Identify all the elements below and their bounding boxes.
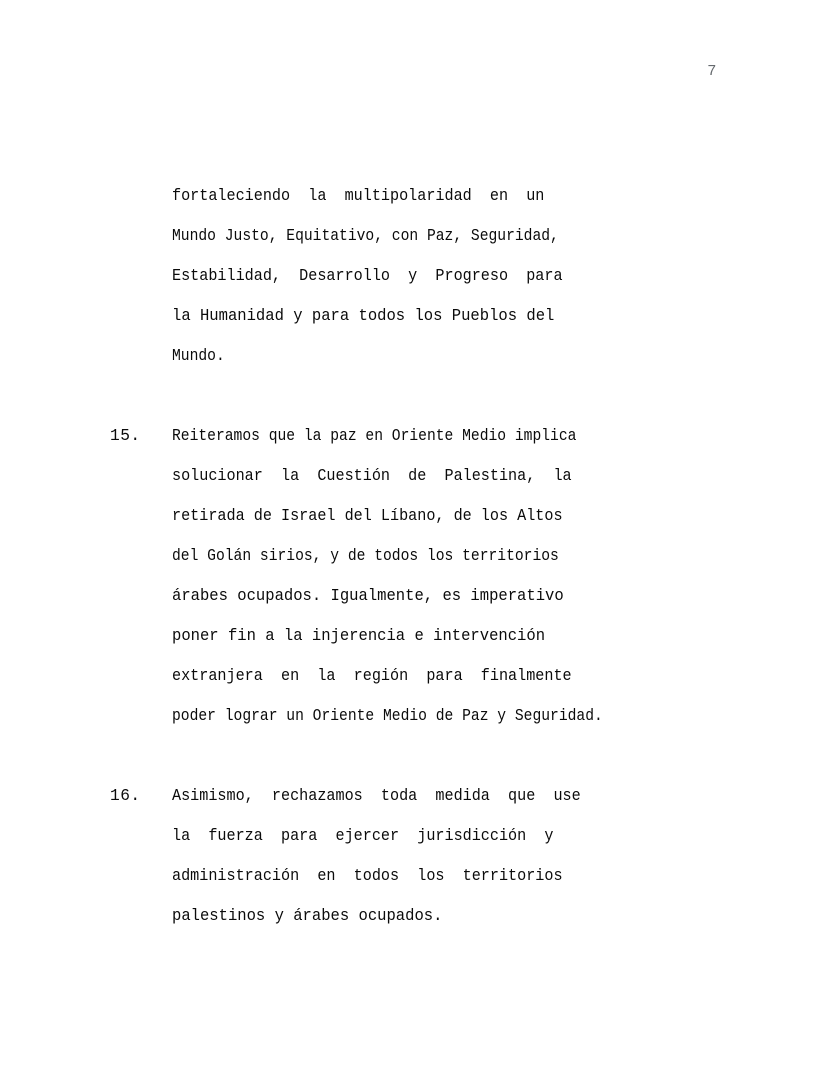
paragraph-text	[172, 176, 712, 376]
text-line: árabes ocupados. Igualmente, es imperativo	[172, 587, 564, 605]
text-line: Estabilidad, Desarrollo y Progreso para	[172, 267, 563, 285]
document-body	[110, 176, 712, 936]
paragraph-text	[172, 776, 712, 936]
text-line: administración en todos los territorios	[172, 867, 563, 885]
text-line: Mundo.	[172, 347, 225, 365]
page-number: 7	[707, 62, 716, 79]
list-marker: 16.	[110, 787, 141, 805]
text-line: extranjera en la región para finalmente	[172, 667, 572, 685]
text-line: solucionar la Cuestión de Palestina, la	[172, 467, 572, 485]
text-line: palestinos y árabes ocupados.	[172, 907, 443, 925]
text-line: fortaleciendo la multipolaridad en un	[172, 187, 545, 205]
text-line: poner fin a la injerencia e intervención	[172, 627, 546, 645]
text-line: Reiteramos que la paz en Oriente Medio implica	[172, 427, 577, 445]
list-item-15	[110, 416, 712, 736]
paragraph-text	[172, 416, 712, 736]
list-marker: 15.	[110, 427, 141, 445]
text-line: la fuerza para ejercer jurisdicción y	[172, 827, 554, 845]
list-item-16	[110, 776, 712, 936]
text-line: Asimismo, rechazamos toda medida que use	[172, 787, 581, 805]
text-line: retirada de Israel del Líbano, de los Altos	[172, 507, 563, 525]
text-line: poder lograr un Oriente Medio de Paz y Seguridad.	[172, 707, 603, 725]
text-line: Mundo Justo, Equitativo, con Paz, Seguridad,	[172, 227, 559, 245]
text-line: del Golán sirios, y de todos los territorios	[172, 547, 559, 565]
text-line: la Humanidad y para todos los Pueblos del	[172, 307, 555, 325]
paragraph-continuation	[110, 176, 712, 376]
